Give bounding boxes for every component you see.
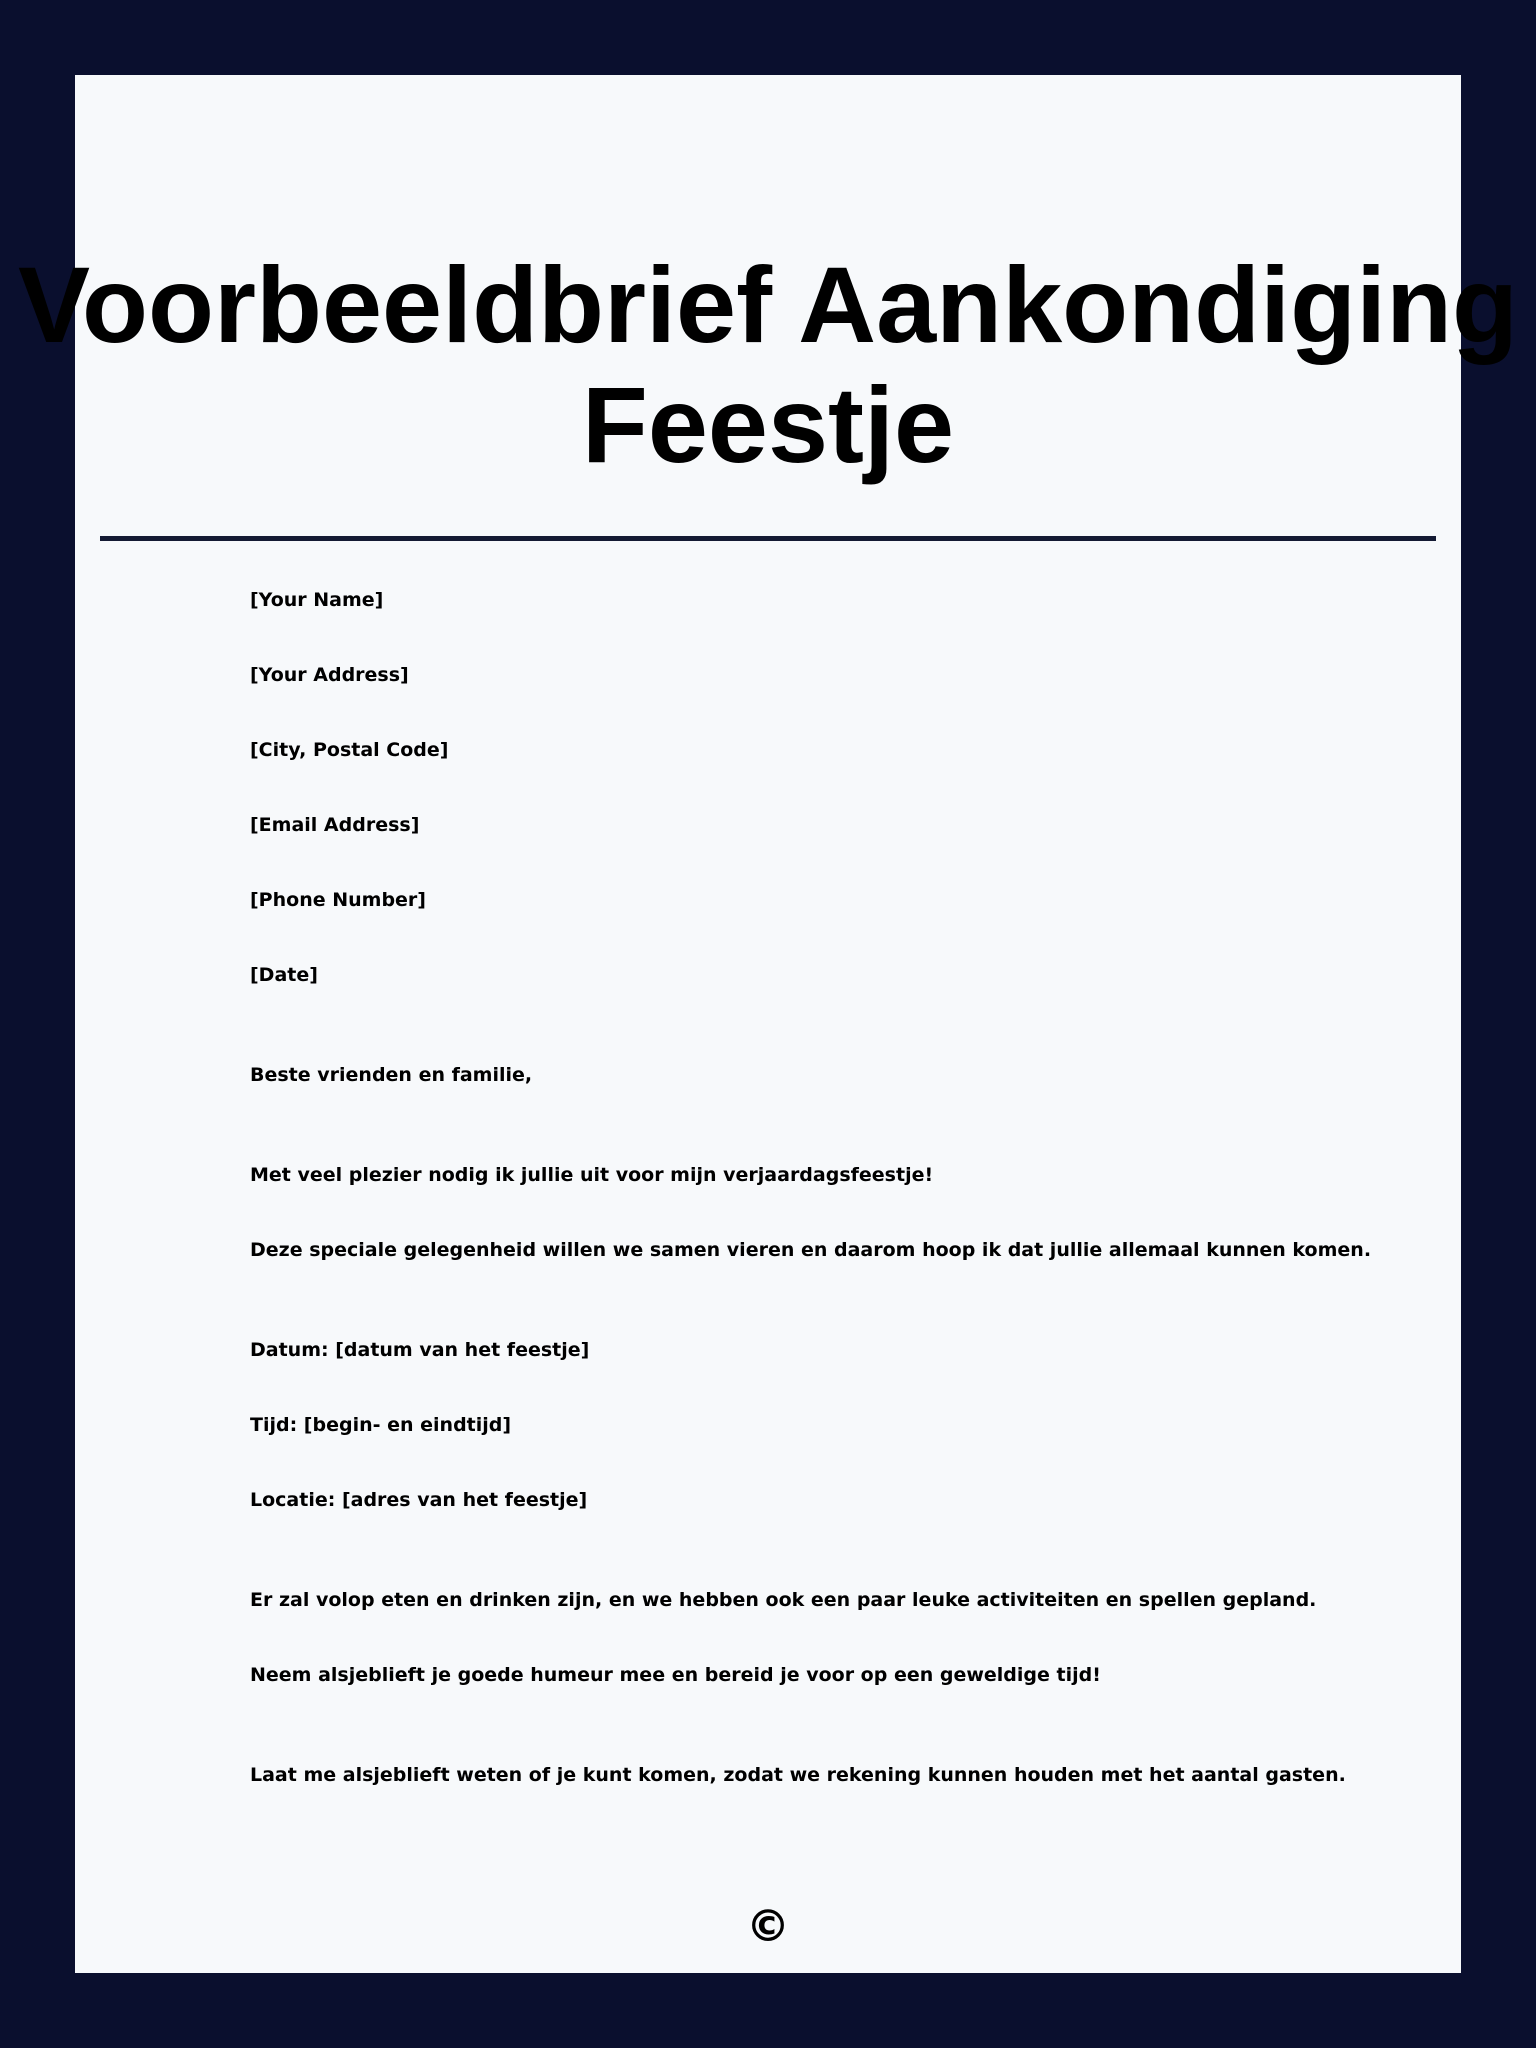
copyright-symbol: ©: [746, 1901, 790, 1952]
intro-paragraph: Deze speciale gelegenheid willen we samen vieren en daarom hoop ik dat jullie allemaal kunnen komen.: [250, 1239, 1372, 1261]
title-divider: [100, 536, 1436, 541]
intro-paragraph: Met veel plezier nodig ik jullie uit voor mijn verjaardagsfeestje!: [250, 1164, 934, 1186]
title-line-1: Voorbeeldbrief Aankondiging: [17, 244, 1519, 365]
sender-email: [Email Address]: [250, 814, 420, 836]
letter-page: [17, 75, 1519, 1973]
page-title: [0, 245, 1536, 485]
sender-phone: [Phone Number]: [250, 889, 426, 911]
party-time: Tijd: [begin- en eindtijd]: [250, 1414, 512, 1436]
closing-paragraph: Laat me alsjeblieft weten of je kunt komen, zodat we rekening kunnen houden met het aantal gasten.: [250, 1764, 1346, 1786]
greeting: Beste vrienden en familie,: [250, 1064, 533, 1086]
sender-address: [Your Address]: [250, 664, 409, 686]
party-location: Locatie: [adres van het feestje]: [250, 1489, 588, 1511]
sender-name: [Your Name]: [250, 589, 384, 611]
body-paragraph: Neem alsjeblieft je goede humeur mee en bereid je voor op een geweldige tijd!: [250, 1664, 1101, 1686]
sender-city: [City, Postal Code]: [250, 739, 449, 761]
body-paragraph: Er zal volop eten en drinken zijn, en we hebben ook een paar leuke activiteiten en spellen gepland.: [250, 1589, 1317, 1611]
letter-date: [Date]: [250, 964, 318, 986]
title-line-2: Feestje: [581, 364, 955, 485]
party-date: Datum: [datum van het feestje]: [250, 1339, 590, 1361]
